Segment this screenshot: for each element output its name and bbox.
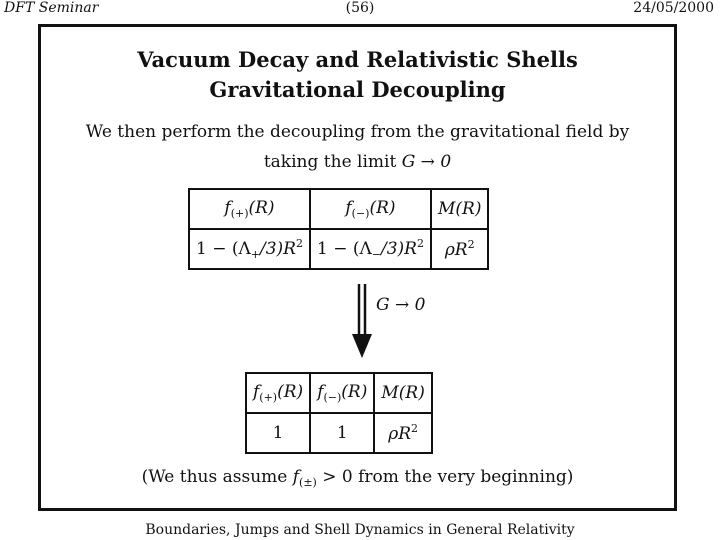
slide-frame: [38, 24, 677, 511]
intro-line-1: We then perform the decoupling from the gravitational field by: [85, 122, 630, 142]
table-row: [246, 413, 432, 453]
note-math-rest: > 0: [316, 467, 353, 487]
table-cell: $\rho R^2$: [431, 229, 489, 269]
double-arrow-down-icon: [350, 284, 374, 358]
table-header-row: [189, 189, 488, 229]
intro-line-2-prefix: taking the limit: [263, 152, 402, 172]
table-cell: $1 - (\Lambda_-/3)R^2$: [310, 229, 431, 269]
arrow-label: G → 0: [376, 295, 426, 315]
table-cell: 1: [310, 413, 374, 453]
header-cell: $f_{(-)}(R)$: [310, 189, 431, 229]
table-cell: $\rho R^2$: [374, 413, 432, 453]
header-cell: M(R): [431, 189, 489, 229]
table-cell: 1: [246, 413, 310, 453]
slide-title: Vacuum Decay and Relativistic Shells: [137, 47, 578, 72]
table-header-row: [246, 373, 432, 413]
note-math-base: f: [292, 467, 300, 487]
assumption-note: [41, 467, 674, 489]
table-cell: $1 - (\Lambda_+/3)R^2$: [189, 229, 310, 269]
header-cell: M(R): [374, 373, 432, 413]
note-math-sub: (±): [299, 476, 317, 489]
header-cell: $f_{(-)}(R)$: [310, 373, 374, 413]
note-suffix: from the very beginning): [352, 467, 574, 487]
slide-subtitle: Gravitational Decoupling: [209, 77, 506, 102]
footer-text: Boundaries, Jumps and Shell Dynamics in General Relativity: [145, 522, 575, 538]
table-after-limit: [245, 372, 433, 454]
table-before-limit: [188, 188, 489, 270]
header-cell: $f_{(+)}(R)$: [246, 373, 310, 413]
intro-text: [41, 117, 674, 177]
header-date: 24/05/2000: [633, 0, 714, 16]
note-prefix: (We thus assume: [141, 467, 293, 487]
header-slide-number: (56): [345, 0, 375, 16]
intro-line-2: [41, 147, 674, 177]
table-row: [189, 229, 488, 269]
header-cell: $f_{(+)}(R)$: [189, 189, 310, 229]
header-seminar-name: DFT Seminar: [4, 0, 99, 16]
limit-expression: G → 0: [401, 152, 452, 172]
